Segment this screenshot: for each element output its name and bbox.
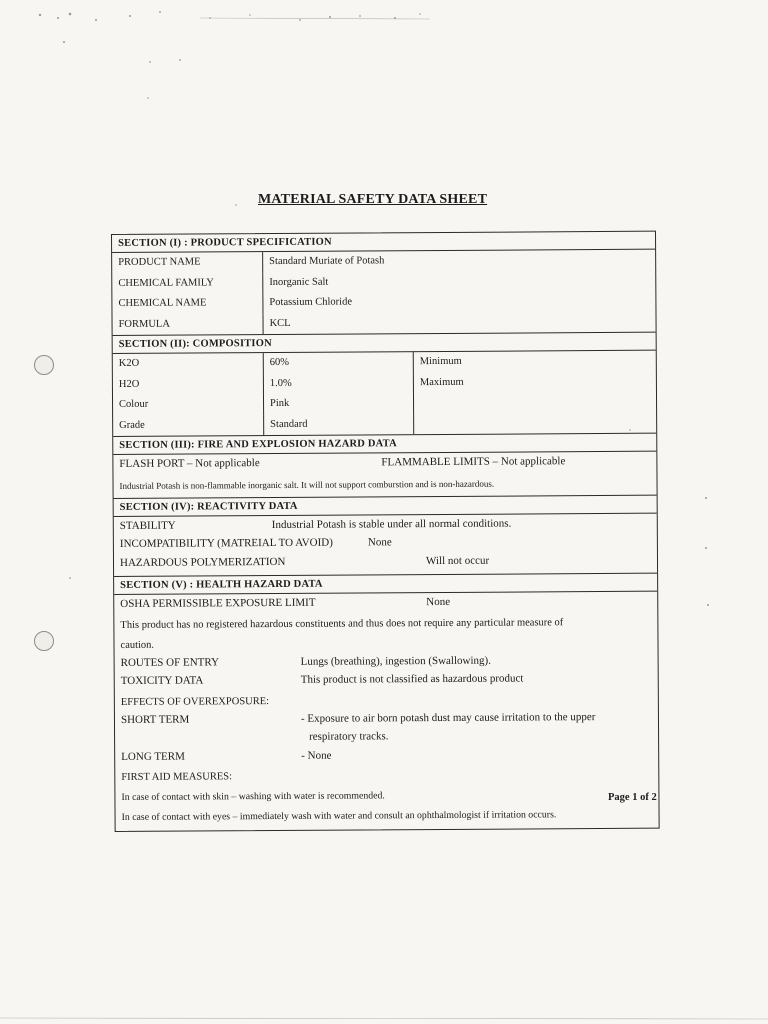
fire-hazard-block [113,452,656,499]
reactivity-block [114,513,657,577]
document-title: MATERIAL SAFETY DATA SHEET [258,192,488,207]
first-aid-eyes: In case of contact with eyes – immediately wash with water and consult an ophthalmologist if irritation occurs. [121,809,557,823]
component-value: Standard [263,414,413,435]
toxicity-label: TOXICITY DATA [120,674,204,687]
section-heading: SECTION (III): FIRE AND EXPLOSION HAZARD DATA [113,434,656,455]
component-value: Pink [263,393,413,414]
composition-table [113,351,656,437]
field-value: KCL [262,311,655,334]
component-label: H2O [118,378,140,390]
long-term-label: LONG TERM [121,750,185,763]
first-aid-skin: In case of contact with skin – washing with water is recommended. [121,790,385,803]
stability-value: Industrial Potash is stable under all normal conditions. [271,517,512,531]
component-note [413,412,656,434]
polymerization-value: Will not occur [425,554,490,567]
component-note [413,392,656,414]
fire-hazard-note: Industrial Potash is non-flammable inorganic salt. It will not support comburstion and is non-hazardous. [119,478,495,491]
routes-value: Lungs (breathing), ingestion (Swallowing). [300,654,491,668]
incompatibility-label: INCOMPATIBILITY (MATREIAL TO AVOID) [119,536,333,550]
hazard-paragraph: This product has no registered hazardous constituents and thus does not require any particular measure of [120,616,564,631]
component-label: Grade [119,419,145,431]
field-label: FORMULA [118,318,170,330]
section-heading: SECTION (II): COMPOSITION [113,333,656,354]
field-value: Inorganic Salt [262,270,655,293]
field-value: Standard Muriate of Potash [262,250,655,273]
short-term-value: respiratory tracks. [309,730,389,743]
toxicity-value: This product is not classified as hazardous product [300,672,524,686]
binder-hole [34,355,54,375]
effects-label: EFFECTS OF OVEREXPOSURE: [120,695,270,708]
component-value: 1.0% [263,373,413,394]
short-term-label: SHORT TERM [120,713,190,726]
stability-label: STABILITY [119,519,176,532]
osha-label: OSHA PERMISSIBLE EXPOSURE LIMIT [120,596,316,610]
field-label: CHEMICAL FAMILY [118,276,214,289]
component-value: 60% [263,352,413,373]
component-label: Colour [119,398,149,410]
hazard-paragraph: caution. [120,639,155,651]
component-note: Maximum [413,371,656,393]
field-value: Potassium Chloride [262,291,655,314]
osha-value: None [426,595,451,609]
product-spec-table [112,250,655,336]
first-aid-label: FIRST AID MEASURES: [121,771,233,783]
polymerization-label: HAZARDOUS POLYMERIZATION [119,555,286,569]
section-heading: SECTION (I) : PRODUCT SPECIFICATION [112,232,655,253]
section-heading: SECTION (V) : HEALTH HAZARD DATA [114,574,657,595]
data-sheet-table [111,231,660,832]
field-label: CHEMICAL NAME [118,297,207,309]
health-hazard-block [114,592,658,831]
incompatibility-value: None [367,536,392,549]
long-term-value: - None [301,749,332,762]
routes-label: ROUTES OF ENTRY [120,655,220,669]
flammable-limits: FLAMMABLE LIMITS – Not applicable [381,455,566,469]
component-label: K2O [118,357,140,369]
flash-point: FLASH PORT – Not applicable [119,457,260,470]
section-heading: SECTION (IV): REACTIVITY DATA [114,495,657,516]
page-number: Page 1 of 2 [608,792,657,803]
short-term-value: - Exposure to air born potash dust may cause irritation to the upper [300,710,596,725]
component-note: Minimum [413,351,656,373]
field-label: PRODUCT NAME [118,256,201,268]
binder-hole [34,631,54,651]
